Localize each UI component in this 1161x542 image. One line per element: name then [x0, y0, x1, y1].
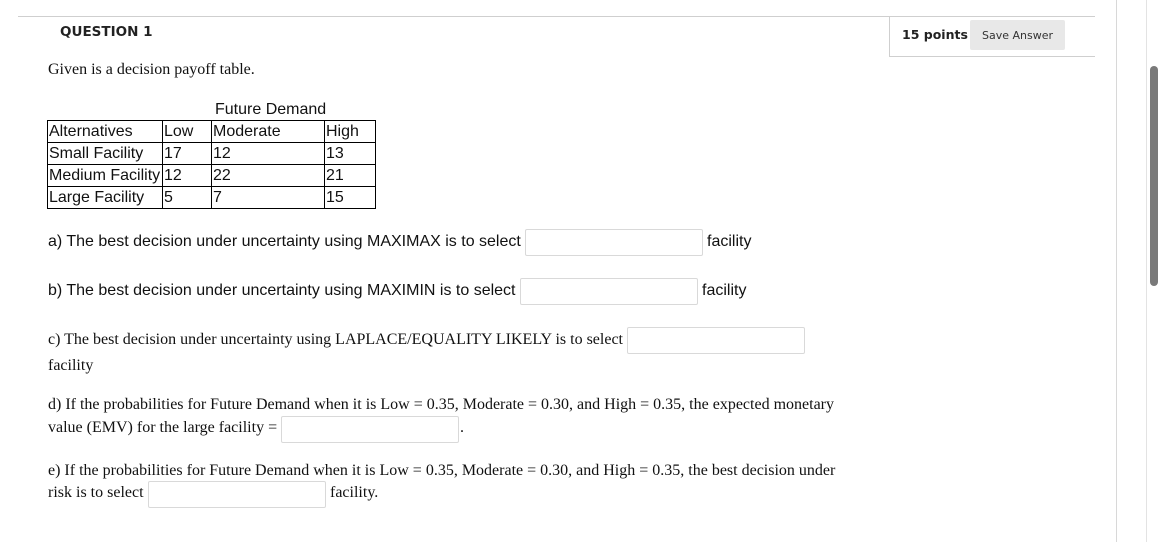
part-c-suffix: facility — [48, 357, 94, 374]
table-cell: 7 — [212, 187, 325, 209]
part-b-prompt: b) The best decision under uncertainty using MAXIMIN is to select — [48, 282, 516, 299]
future-demand-header: Future Demand — [215, 101, 327, 118]
part-b-answer-input[interactable] — [520, 278, 698, 305]
table-header-cell: Low — [163, 121, 212, 143]
table-row — [48, 165, 376, 187]
table-cell: 12 — [212, 143, 325, 165]
part-e-answer-input[interactable] — [148, 481, 326, 508]
payoff-table — [47, 120, 376, 209]
question-intro: Given is a decision payoff table. — [48, 61, 255, 78]
table-cell: 13 — [325, 143, 376, 165]
table-header-cell: High — [325, 121, 376, 143]
table-row — [48, 143, 376, 165]
scrollbar-track — [1146, 0, 1147, 542]
question-points: 15 points — [902, 27, 968, 42]
table-cell: Medium Facility — [48, 165, 163, 187]
part-e-prompt-line2: risk is to select — [48, 484, 144, 501]
part-e-prompt-line1: e) If the probabilities for Future Demand when it is Low = 0.35, Moderate = 0.30, and High = 0.35, the best decision under — [48, 462, 836, 479]
part-c-answer-input[interactable] — [627, 327, 805, 354]
part-e-suffix: facility. — [330, 484, 379, 501]
part-b-suffix: facility — [702, 282, 747, 299]
table-cell: 12 — [163, 165, 212, 187]
scrollbar-thumb[interactable] — [1150, 66, 1158, 286]
question-title: QUESTION 1 — [60, 24, 153, 40]
table-cell: 22 — [212, 165, 325, 187]
part-a-answer-input[interactable] — [525, 229, 703, 256]
table-cell: Large Facility — [48, 187, 163, 209]
save-answer-button[interactable]: Save Answer — [970, 20, 1065, 50]
table-header-cell: Alternatives — [48, 121, 163, 143]
table-cell: 5 — [163, 187, 212, 209]
part-a-prompt: a) The best decision under uncertainty using MAXIMAX is to select — [48, 233, 521, 250]
part-d-prompt-line2: value (EMV) for the large facility = — [48, 419, 278, 436]
table-header-row — [48, 121, 376, 143]
part-d-answer-input[interactable] — [281, 416, 459, 443]
part-d-prompt-line1: d) If the probabilities for Future Demand when it is Low = 0.35, Moderate = 0.30, and High = 0.35, the expected monetary — [48, 396, 834, 413]
table-cell: 21 — [325, 165, 376, 187]
part-a-suffix: facility — [707, 233, 752, 250]
table-row — [48, 187, 376, 209]
content-edge-divider — [1116, 0, 1117, 542]
part-d-suffix: . — [460, 419, 464, 436]
part-c-prompt: c) The best decision under uncertainty using LAPLACE/EQUALITY LIKELY is to select — [48, 331, 623, 348]
table-cell: 17 — [163, 143, 212, 165]
table-cell: 15 — [325, 187, 376, 209]
table-header-cell: Moderate — [212, 121, 325, 143]
table-cell: Small Facility — [48, 143, 163, 165]
